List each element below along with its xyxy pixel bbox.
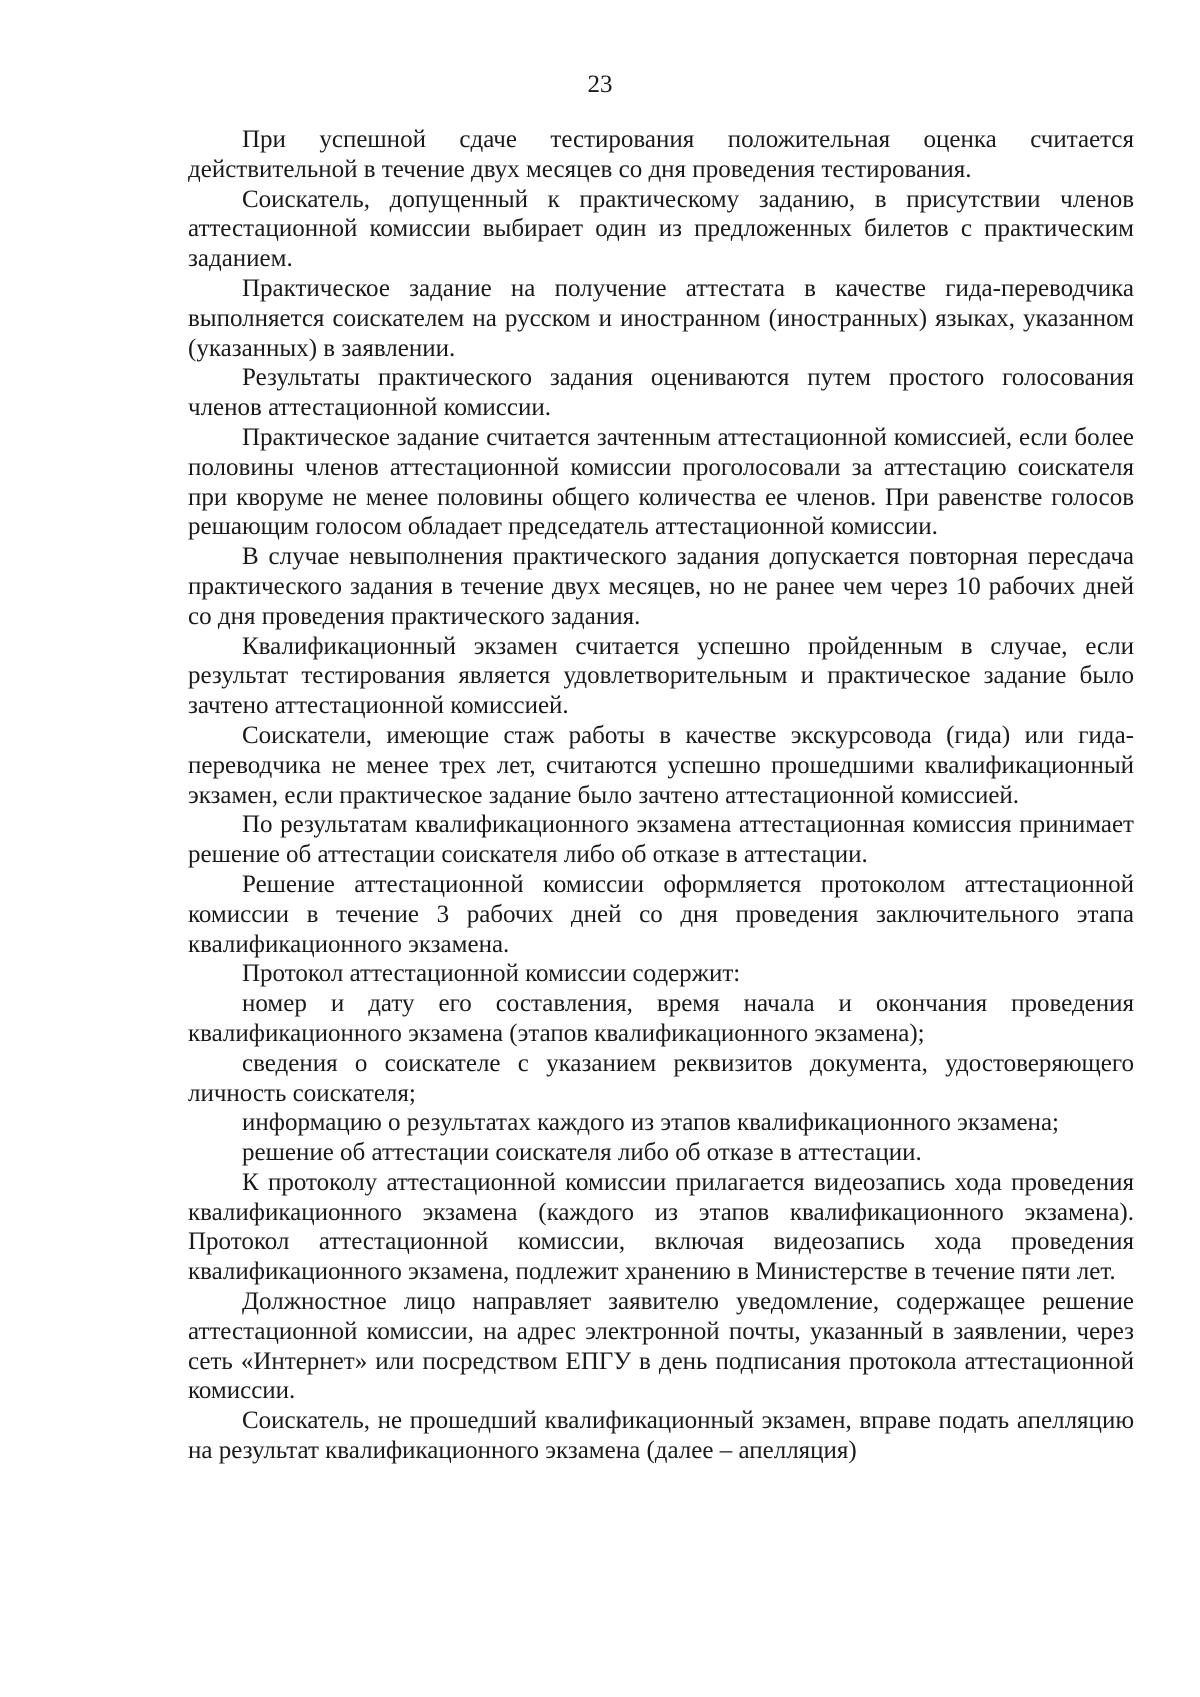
list-item: решение об аттестации соискателя либо об отказе в аттестации.	[242, 1139, 922, 1167]
paragraph: Соискатель, не прошедший квалификационный экзамен, вправе подать апелляцию на результат квалификационного экзамена (далее – апелляция)	[188, 1407, 1134, 1465]
paragraph: Решение аттестационной комиссии оформляется протоколом аттестационной комиссии в течение 3 рабочих дней со дня проведения заключительного этапа квалификационного экзамена.	[188, 870, 1134, 958]
paragraph: Соискатели, имеющие стаж работы в качестве экскурсовода (гида) или гида-переводчика не менее трех лет, считаются успешно прошедшими квалификационный экзамен, если практическое задание было зачтено аттестационной комиссией.	[188, 721, 1134, 809]
paragraph: Практическое задание считается зачтенным аттестационной комиссией, если более половины членов аттестационной комиссии проголосовали за аттестацию соискателя при кворуме не менее половины общего количества ее членов. При равенстве голосов решающим голосом обладает председатель аттестационной комиссии.	[188, 423, 1134, 541]
paragraph: Должностное лицо направляет заявителю уведомление, содержащее решение аттестационной комиссии, на адрес электронной почты, указанный в заявлении, через сеть «Интернет» или посредством ЕПГУ в день подписания протокола аттестационной комиссии.	[188, 1288, 1134, 1405]
paragraph: Протокол аттестационной комиссии содержит:	[242, 960, 741, 988]
list-item: номер и дату его составления, время начала и окончания проведения квалификационного экзамена (этапов квалификационного экзамена);	[188, 990, 1134, 1047]
paragraph: Практическое задание на получение аттестата в качестве гида-переводчика выполняется соискателем на русском и иностранном (иностранных) языках, указанном (указанных) в заявлении.	[188, 274, 1134, 362]
paragraph: Соискатель, допущенный к практическому заданию, в присутствии членов аттестационной комиссии выбирает один из предложенных билетов с практическим заданием.	[188, 185, 1134, 273]
paragraph: При успешной сдаче тестирования положительная оценка считается действительной в течение двух месяцев со дня проведения тестирования.	[188, 126, 1134, 183]
page-number: 23	[587, 71, 613, 98]
paragraph: В случае невыполнения практического задания допускается повторная пересдача практического задания в течение двух месяцев, но не ранее чем через 10 рабочих дней со дня проведения практического задания.	[188, 543, 1134, 630]
document-body	[188, 125, 1134, 1466]
paragraph: К протоколу аттестационной комиссии прилагается видеозапись хода проведения квалификационного экзамена (каждого из этапов квалификационного экзамена). Протокол аттестационной комиссии, включая видеозапись хода проведения квалификационного экзамена, подлежит хранению в Министерстве в течение пяти лет.	[188, 1168, 1134, 1286]
paragraph: Результаты практического задания оцениваются путем простого голосования членов аттестационной комиссии.	[188, 364, 1134, 422]
paragraph: По результатам квалификационного экзамена аттестационная комиссия принимает решение об аттестации соискателя либо об отказе в аттестации.	[188, 811, 1134, 869]
list-item: сведения о соискателе с указанием реквизитов документа, удостоверяющего личность соискателя;	[188, 1049, 1134, 1107]
paragraph: Квалификационный экзамен считается успешно пройденным в случае, если результат тестирования является удовлетворительным и практическое задание было зачтено аттестационной комиссией.	[188, 632, 1134, 720]
list-item: информацию о результатах каждого из этапов квалификационного экзамена;	[242, 1109, 1059, 1137]
